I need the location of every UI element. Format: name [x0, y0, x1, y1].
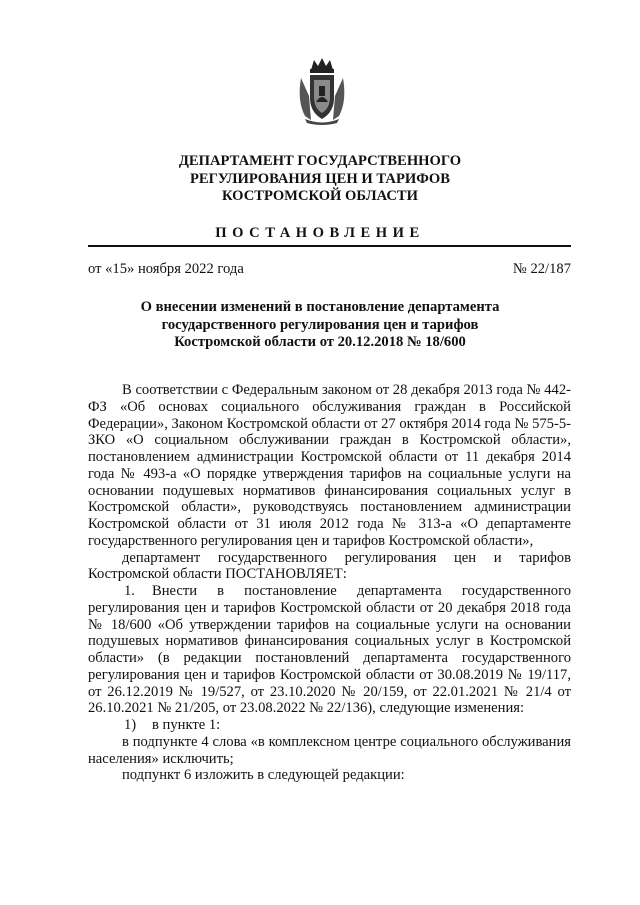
subclause-4-paragraph: в подпункте 4 слова «в комплексном центре социального обслуживания населения» исключить; [88, 733, 571, 767]
document-number: № 22/187 [512, 261, 571, 277]
department-line: РЕГУЛИРОВАНИЯ ЦЕН И ТАРИФОВ [189, 170, 451, 187]
resolution-paragraph: департамент государственного регулирования цен и тарифов Костромской области ПОСТАНОВЛЯЕТ: [88, 549, 571, 583]
subclause-6-paragraph: подпункт 6 изложить в следующей редакции: [122, 767, 405, 784]
document-subject [0, 299, 640, 352]
document-body [88, 382, 571, 784]
date-number-row [88, 261, 571, 278]
department-line: ДЕПАРТАМЕНТ ГОСУДАРСТВЕННОГО [178, 153, 462, 169]
subitem-1-paragraph [88, 717, 571, 734]
subitem-1-text: в пункте 1: [152, 717, 221, 733]
item-1-paragraph [88, 583, 571, 717]
department-name [0, 153, 640, 206]
department-line: КОСТРОМСКОЙ ОБЛАСТИ [221, 188, 419, 204]
subject-line: О внесении изменений в постановление департамента [140, 299, 500, 315]
subitem-1-number: 1) [124, 717, 137, 733]
item-1-number: 1. [124, 583, 135, 599]
subject-line: Костромской области от 20.12.2018 № 18/600 [174, 334, 466, 350]
subject-line: государственного регулирования цен и тарифов [161, 316, 479, 333]
item-1-text: Внести в постановление департамента государственного регулирования цен и тарифов Костромской области от 20 декабря 2018 года № 18/600 «Об утверждении тарифов на социальные услуги на основании подушевых нормативов финансирования социальных услуг в Костромской области» (в редакции постановлений департамента государственного регулирования цен и тарифов Костромской области от 30.08.2019 № 19/117, от 26.12.2019 № 19/527, от 23.10.2020 № 20/159, от 22.01.2021 № 21/4 от 26.10.2021 № 21/205, от 23.08.2022 № 22/136), следующие изменения: [88, 583, 571, 717]
title-underline [88, 245, 571, 247]
coat-of-arms-icon [297, 56, 347, 126]
document-type-title: ПОСТАНОВЛЕНИЕ [215, 225, 425, 241]
document-date: от «15» ноября 2022 года [88, 261, 244, 277]
preamble-paragraph: В соответствии с Федеральным законом от 28 декабря 2013 года № 442-ФЗ «Об основах социального обслуживания граждан в Российской Федерации», Законом Костромской области от 27 октября 2014 года № 575-5-ЗКО «О социальном обслуживании граждан в Костромской области», постановлением администрации Костромской области от 11 декабря 2014 года № 493-а «О порядке утверждения тарифов на социальные услуги на основании подушевых нормативов финансирования социальных услуг в Костромской области», руководствуясь постановлением администрации Костромской области от 31 июля 2012 года № 313-а «О департаменте государственного регулирования цен и тарифов Костромской области», [88, 382, 571, 549]
